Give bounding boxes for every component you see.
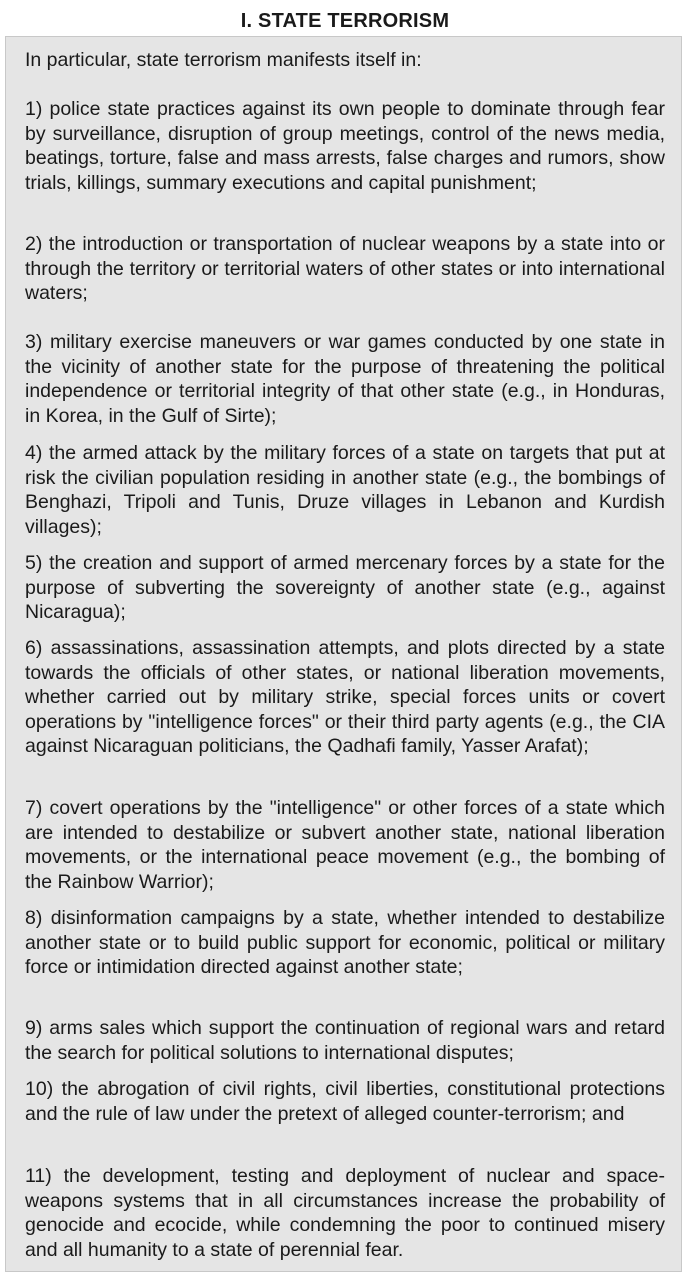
list-item-5: 5) the creation and support of armed mercenary forces by a state for the purpose of subverting the sovereignty of another state (e.g., against Nicaragua); xyxy=(25,552,665,623)
list-item-8: 8) disinformation campaigns by a state, whether intended to destabilize another state or to build public support for economic, political or military force or intimidation directed against another state; xyxy=(25,907,665,978)
list-item-7: 7) covert operations by the "intelligence" or other forces of a state which are intended to destabilize or subvert another state, national liberation movements, or the international peace movement (e.g., the bombing of the Rainbow Warrior); xyxy=(25,797,665,893)
list-item-2: 2) the introduction or transportation of nuclear weapons by a state into or through the territory or territorial waters of other states or into international waters; xyxy=(25,233,665,304)
list-item-3: 3) military exercise maneuvers or war games conducted by one state in the vicinity of another state for the purpose of threatening the political independence or territorial integrity of that other state (e.g., in Honduras, in Korea, in the Gulf of Sirte); xyxy=(25,331,665,427)
list-item-6: 6) assassinations, assassination attempts, and plots directed by a state towards the officials of other states, or national liberation movements, whether carried out by military strike, special forces units or covert operations by "intelligence forces" or their third party agents (e.g., the CIA against Nicaraguan politicians, the Qadhafi family, Yasser Arafat); xyxy=(25,637,665,757)
list-item-9: 9) arms sales which support the continuation of regional wars and retard the search for political solutions to international disputes; xyxy=(25,1017,665,1064)
list-item-1: 1) police state practices against its own people to dominate through fear by surveillance, disruption of group meetings, control of the news media, beatings, torture, false and mass arrests, false charges and rumors, show trials, killings, summary executions and capital punishment; xyxy=(25,98,665,194)
list-item-11: 11) the development, testing and deployment of nuclear and space-weapons systems that in all circumstances increase the probability of genocide and ecocide, while condemning the poor to continued misery and all humanity to a state of perennial fear. xyxy=(25,1165,665,1261)
section-title: I. STATE TERRORISM xyxy=(240,10,450,32)
intro-text: In particular, state terrorism manifests itself in: xyxy=(25,49,422,71)
list-item-10: 10) the abrogation of civil rights, civil liberties, constitutional protections and the rule of law under the pretext of alleged counter-terrorism; and xyxy=(25,1078,665,1125)
list-item-4: 4) the armed attack by the military forces of a state on targets that put at risk the civilian population residing in another state (e.g., the bombings of Benghazi, Tripoli and Tunis, Druze villages in Lebanon and Kurdish villages); xyxy=(25,442,665,538)
